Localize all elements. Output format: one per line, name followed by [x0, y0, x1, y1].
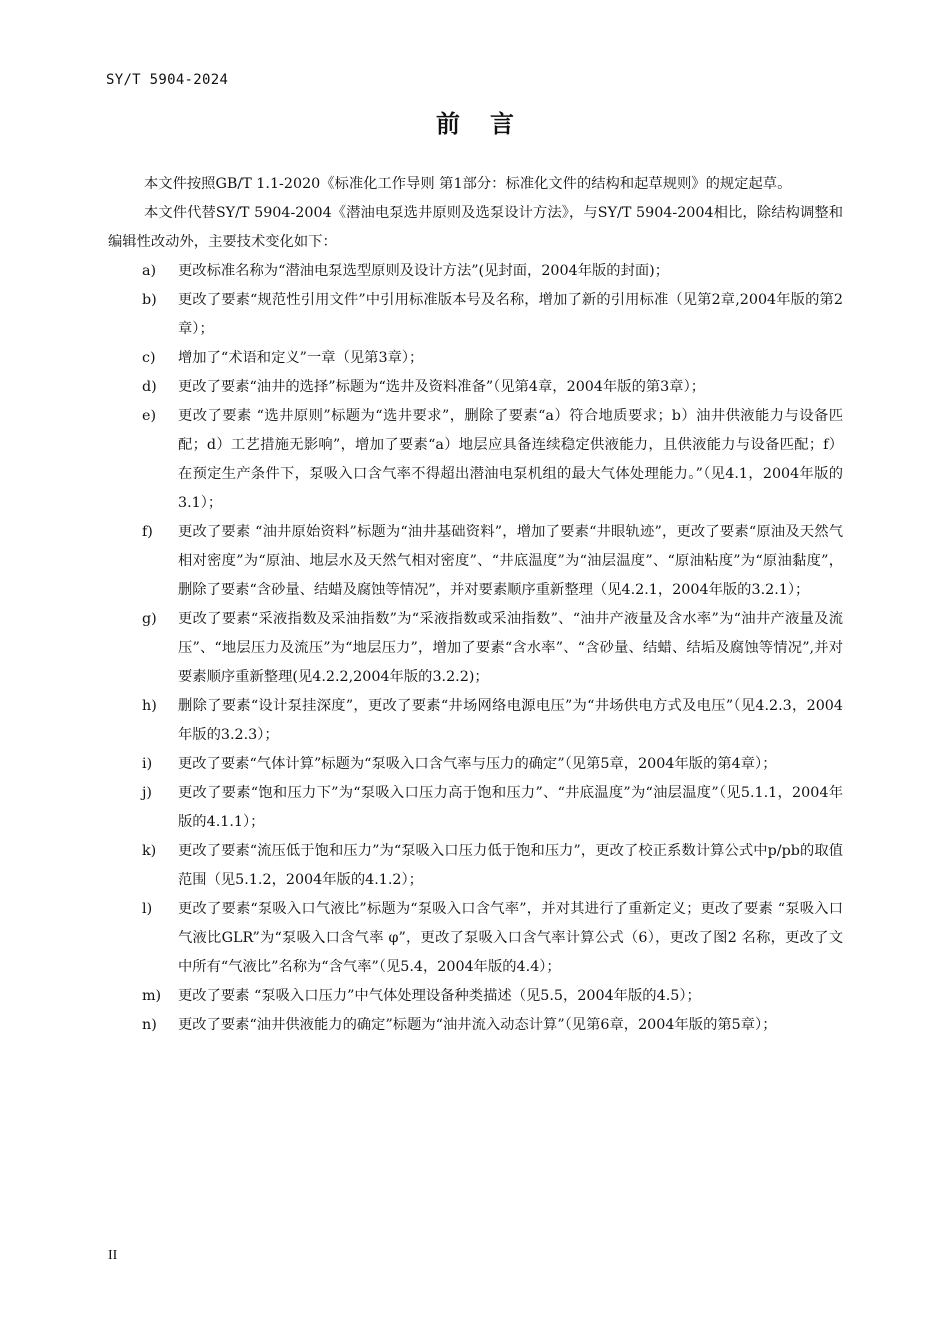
list-item-text: 更改了要素“规范性引用文件”中引用标准版本号及名称，增加了新的引用标准（见第2章,2004年版的第2章）；	[178, 292, 843, 337]
list-item-text: 更改了要素 “油井原始资料”标题为“油井基础资料”，增加了要素“井眼轨迹”，更改了要素“原油及天然气相对密度”为“原油、地层水及天然气相对密度”、“井底温度”为“油层温度”、“原油粘度”为“原油黏度”，删除了要素“含砂量、结蜡及腐蚀等情况”，并对要素顺序重新整理（见4.2.1，2004年版的3.2.1）；	[178, 524, 844, 598]
document-code: SY/T 5904-2024	[106, 72, 229, 88]
list-marker: b)	[142, 292, 157, 308]
list-item-text: 更改了要素 “选井原则”标题为“选井要求”，删除了要素“a）符合地质要求；b）油井供液能力与设备匹配；d）工艺措施无影响”，增加了要素“a）地层应具备连续稳定供液能力，且供液能力与设备匹配；f）在预定生产条件下，泵吸入口含气率不得超出潜油电泵机组的最大气体处理能力。”（见4.1，2004年版的3.1）；	[178, 408, 843, 511]
list-item	[108, 982, 843, 1011]
list-item-text: 更改了要素“油井供液能力的确定”标题为“油井流入动态计算”（见第6章，2004年版的第5章）；	[178, 1017, 777, 1033]
list-item-text: 更改标准名称为“潜油电泵选型原则及设计方法”(见封面，2004年版的封面)；	[178, 263, 670, 279]
list-item-text: 更改了要素“气体计算”标题为“泵吸入口含气率与压力的确定”（见第5章，2004年版的第4章）；	[178, 756, 777, 772]
list-marker: m)	[142, 988, 162, 1004]
list-item	[108, 605, 843, 692]
list-item-text: 增加了“术语和定义”一章（见第3章）；	[178, 350, 424, 366]
list-marker: h)	[142, 698, 157, 714]
list-marker: k)	[142, 843, 157, 859]
page-title: 前言	[436, 110, 544, 138]
list-item-text: 删除了要素“设计泵挂深度”，更改了要素“井场网络电源电压”为“井场供电方式及电压”（见4.2.3，2004年版的3.2.3）；	[178, 698, 843, 743]
list-marker: d)	[142, 379, 157, 395]
intro-paragraph-1: 本文件按照GB/T 1.1-2020《标准化工作导则 第1部分：标准化文件的结构和起草规则》的规定起草。	[144, 176, 792, 192]
page-number: II	[108, 1248, 118, 1263]
list-marker: l)	[142, 901, 153, 917]
list-item	[108, 402, 843, 518]
list-item-text: 更改了要素 “泵吸入口压力”中气体处理设备种类描述（见5.5，2004年版的4.5）；	[178, 988, 701, 1004]
list-item	[108, 779, 843, 837]
list-item	[108, 286, 843, 344]
list-marker: n)	[142, 1017, 157, 1033]
list-item	[108, 1011, 843, 1040]
change-list	[108, 257, 843, 1040]
list-item	[108, 895, 843, 982]
list-item	[108, 344, 843, 373]
list-item-text: 更改了要素“泵吸入口气液比”标题为“泵吸入口含气率”，并对其进行了重新定义；更改了要素 “泵吸入口气液比GLR”为“泵吸入口含气率 φ”，更改了泵吸入口含气率计算公式（6），更改了图2 名称，更改了文中所有“气液比”名称为“含气率”（见5.4，2004年版的4.4）；	[178, 901, 843, 975]
list-item	[108, 518, 843, 605]
list-item	[108, 692, 843, 750]
list-item	[108, 750, 843, 779]
list-marker: g)	[142, 611, 157, 627]
list-marker: a)	[142, 263, 157, 279]
document-body	[108, 170, 843, 1040]
list-item	[108, 837, 843, 895]
list-item-text: 更改了要素“饱和压力下”为“泵吸入口压力高于饱和压力”、“井底温度”为“油层温度”（见5.1.1，2004年版的4.1.1）；	[178, 785, 843, 830]
list-item	[108, 257, 843, 286]
list-marker: f)	[142, 524, 153, 540]
list-item-text: 更改了要素“采液指数及采油指数”为“采液指数或采油指数”、“油井产液量及含水率”为“油井产液量及流压”、“地层压力及流压”为“地层压力”，增加了要素“含水率”、“含砂量、结蜡、结垢及腐蚀等情况”,并对要素顺序重新整理(见4.2.2,2004年版的3.2.2)；	[178, 611, 843, 685]
list-marker: c)	[142, 350, 156, 366]
list-item-text: 更改了要素“流压低于饱和压力”为“泵吸入口压力低于饱和压力”，更改了校正系数计算公式中p/pb的取值范围（见5.1.2，2004年版的4.1.2）；	[178, 843, 843, 888]
list-item-text: 更改了要素“油井的选择”标题为“选井及资料准备”（见第4章，2004年版的第3章）；	[178, 379, 706, 395]
intro-paragraph-2: 本文件代替SY/T 5904-2004《潜油电泵选井原则及选泵设计方法》，与SY/T 5904-2004相比，除结构调整和编辑性改动外，主要技术变化如下：	[108, 205, 843, 250]
list-marker: j)	[142, 785, 153, 801]
list-item	[108, 373, 843, 402]
list-marker: e)	[142, 408, 157, 424]
list-marker: i)	[142, 756, 153, 772]
